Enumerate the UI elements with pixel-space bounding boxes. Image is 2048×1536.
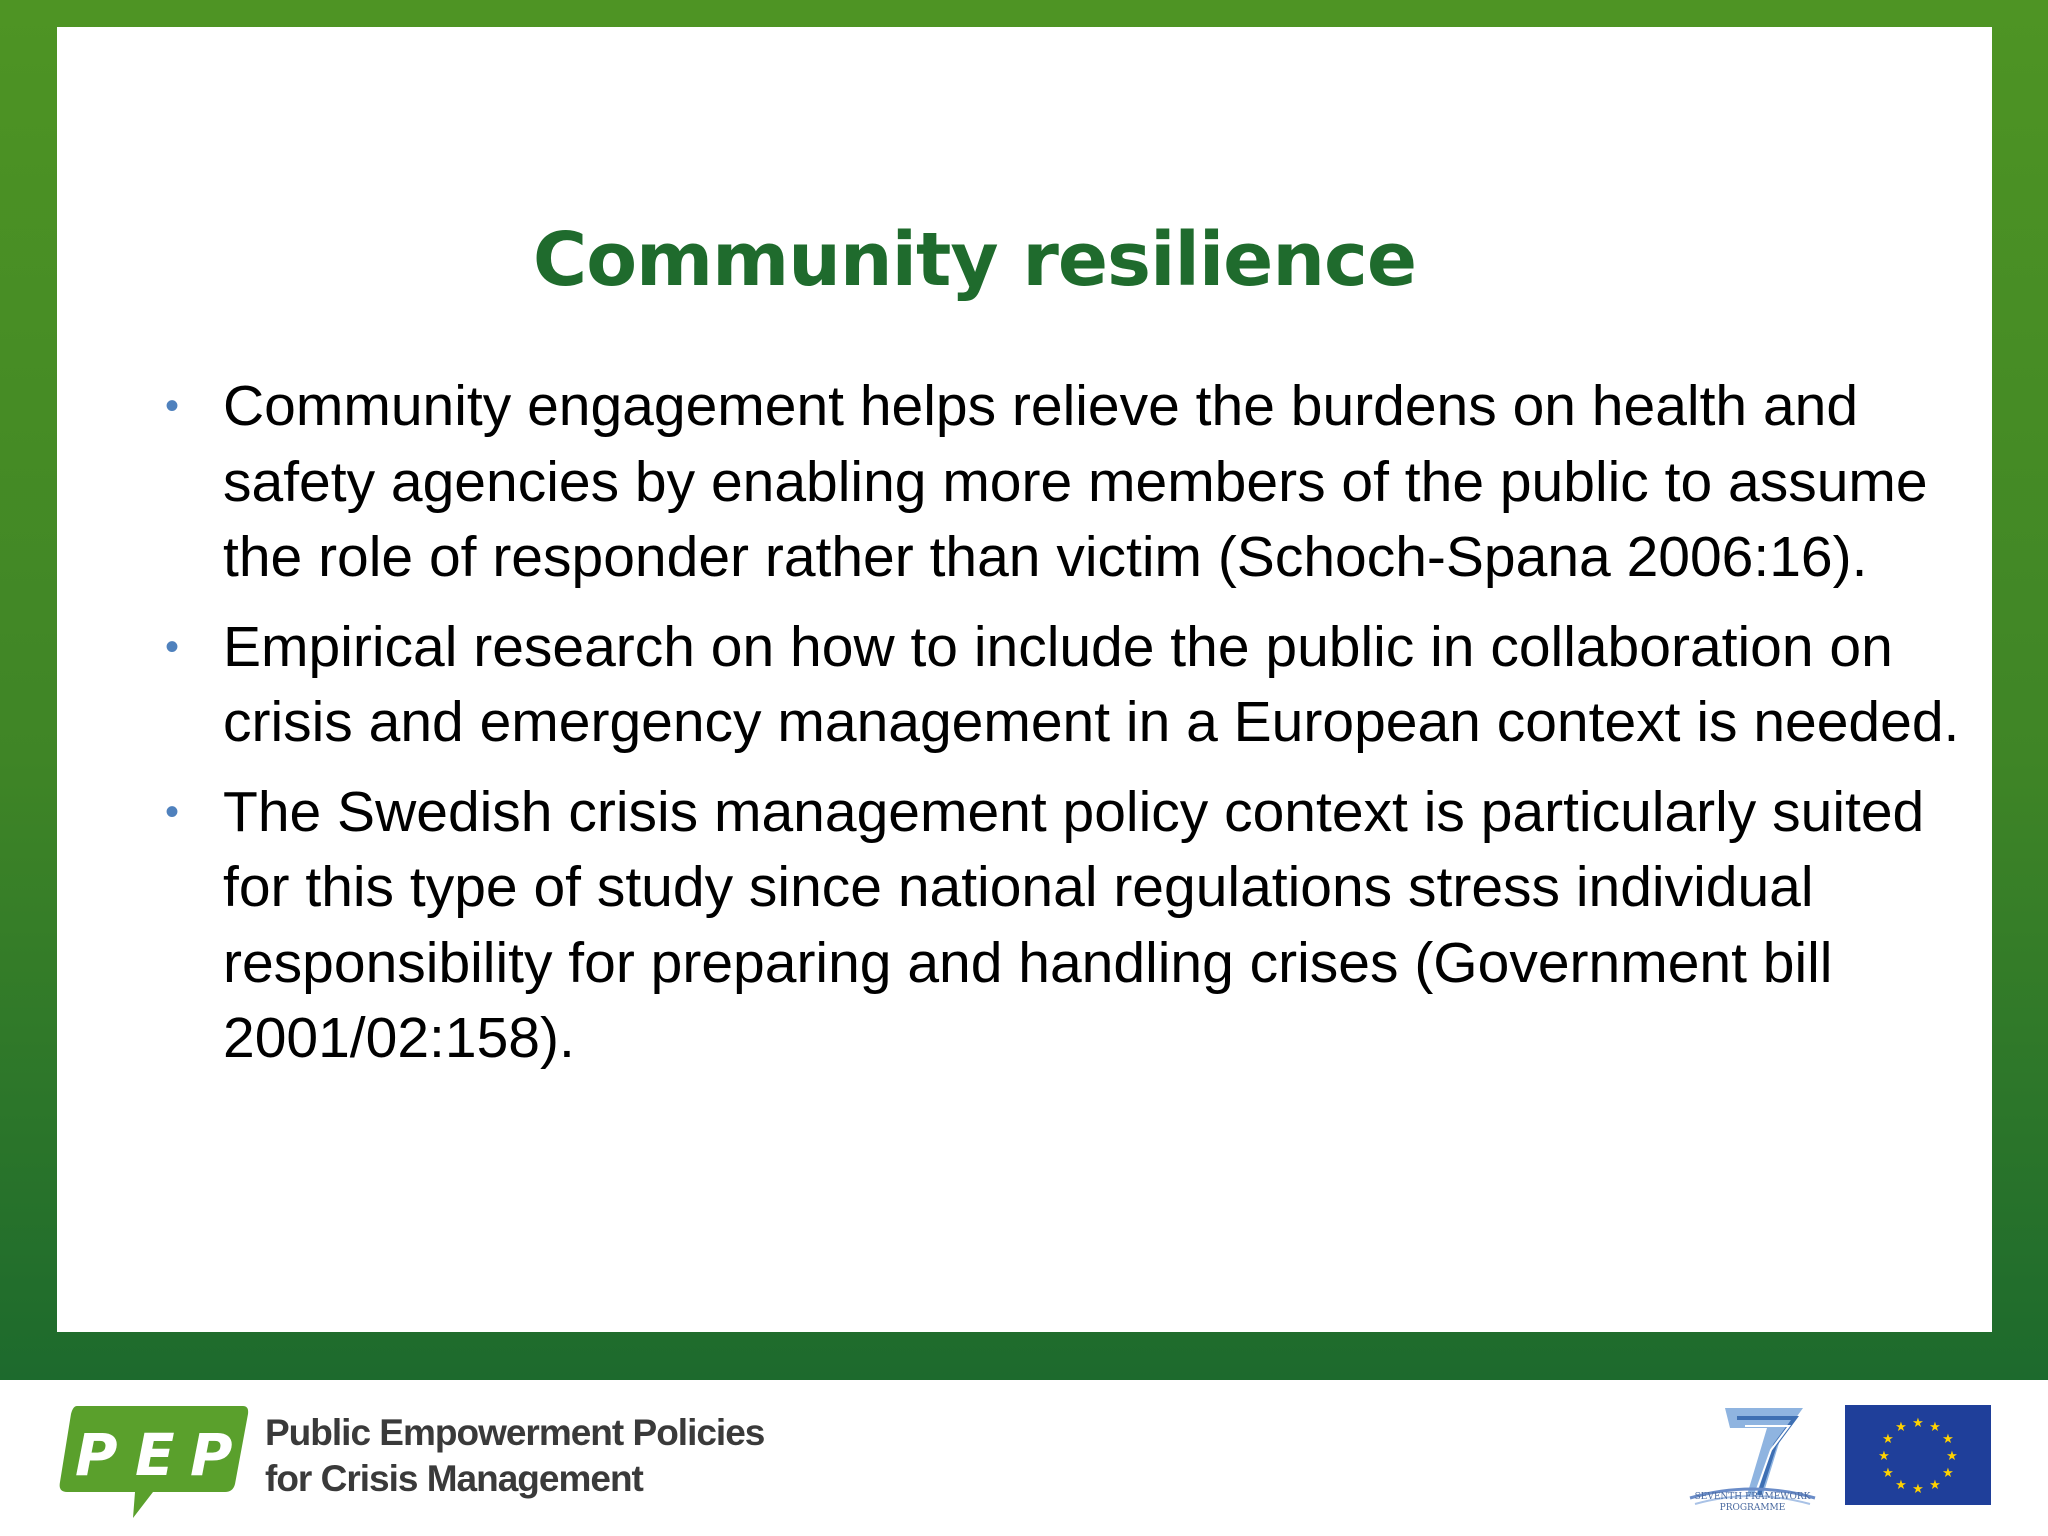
fp7-caption-line2: PROGRAMME [1719,1503,1786,1513]
bullet-list [157,369,1987,1091]
svg-text:★: ★ [1912,1416,1924,1431]
svg-text:★: ★ [1912,1482,1924,1497]
pep-organization-name [265,1410,764,1502]
eu-flag-icon [1845,1405,1991,1505]
pep-name-line1: Public Empowerment Policies [265,1412,765,1453]
bullet-text: Empirical research on how to include the public in collaboration on crisis and emergency management in a European context is needed. [223,614,1960,754]
bullet-text: Community engagement helps relieve the burdens on health and safety agencies by enabling more members of the public to assume the role of responder rather than victim (Schoch-Spana 2006:16). [223,374,1928,589]
bullet-dot-icon: • [164,789,179,834]
svg-text:★: ★ [1929,1478,1941,1493]
footer-bar [0,1380,2048,1536]
fp7-caption [1685,1492,1820,1514]
fp7-caption-line1: SEVENTH FRAMEWORK [1694,1492,1811,1502]
pep-logo-letter: E [135,1421,175,1489]
pep-logo-letter: P [190,1421,233,1489]
slide-title: Community resilience [532,217,1417,303]
bullet-dot-icon: • [164,384,179,428]
svg-text:★: ★ [1882,1432,1894,1447]
svg-text:★: ★ [1929,1420,1941,1435]
bullet-item [157,775,1987,1077]
bullet-dot-icon: • [164,624,179,669]
slide-content-panel [57,27,1992,1332]
bullet-text: The Swedish crisis management policy context is particularly suited for this type of study since national regulations stress individual responsibility for preparing and handling crises (Government bill 2001/02:158). [223,779,1925,1070]
pep-logo [55,1400,250,1524]
pep-name-line2: for Crisis Management [265,1458,643,1499]
svg-text:★: ★ [1942,1432,1954,1447]
bullet-item [157,369,1987,596]
svg-text:★: ★ [1878,1449,1890,1464]
svg-text:★: ★ [1895,1478,1907,1493]
svg-text:★: ★ [1946,1449,1958,1464]
pep-logo-letter: P [75,1421,118,1489]
bullet-item [157,610,1987,761]
svg-text:★: ★ [1942,1466,1954,1481]
svg-text:★: ★ [1882,1466,1894,1481]
svg-text:★: ★ [1895,1420,1907,1435]
